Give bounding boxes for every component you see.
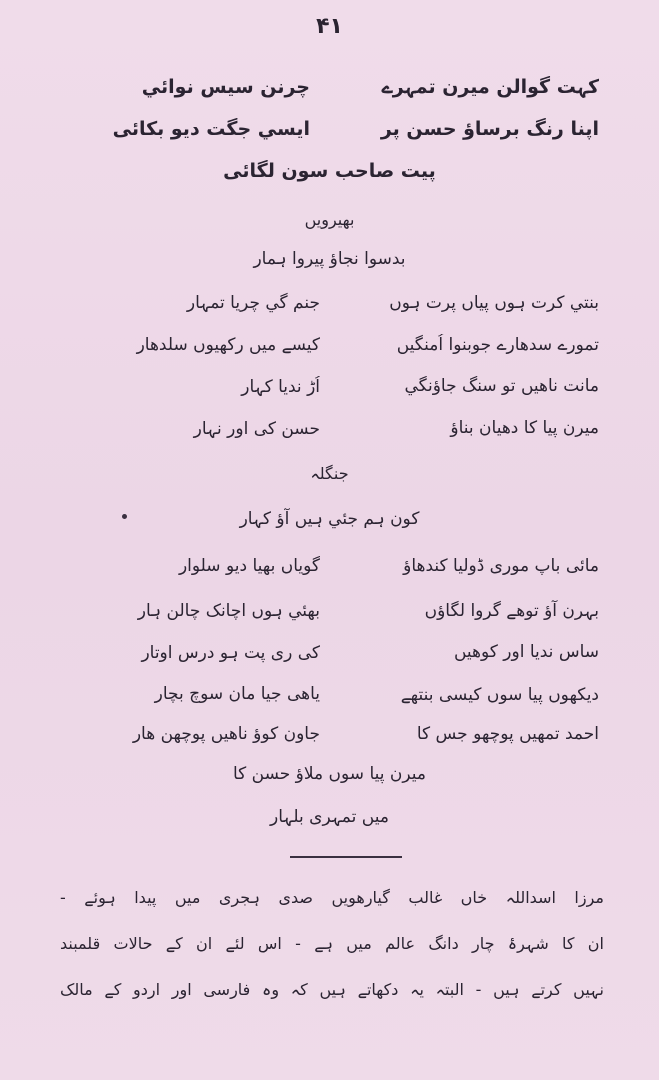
jangla-couplet-2-a: بھئي ہوں اچانک چالن ہار — [137, 601, 320, 621]
jangla-couplet-1-a: گویاں بھیا دیو سلوار — [178, 556, 320, 576]
jangla-closing-1: میرن پیا سوں ملاؤ حسن کا — [232, 764, 427, 784]
bhairavi-opening: بدسوا نجاؤ پیروا ہمار — [253, 249, 406, 269]
intro-line-2-right: اپنا رنگ برساؤ حسن پر — [380, 118, 599, 140]
jangla-couplet-5-b: احمد تمهیں پوچھو جس کا — [416, 724, 599, 744]
bhairavi-couplet-3-b: مانت ناهیں تو سنگ جاؤنگي — [404, 376, 599, 396]
bhairavi-couplet-3-a: اُڑ ندیا کہار — [241, 377, 320, 397]
intro-line-2-left: ایسي جگت دیو بکائی — [112, 118, 310, 140]
footnote-line-3: نہیں کرتے ہیں - البتہ یہ دکھاتے ہیں کہ وہ فارسی اور اردو کے مالک — [60, 980, 604, 999]
bhairavi-couplet-4-b: میرن پیا کا دھیان بناؤ — [450, 418, 599, 438]
footnote-line-2: ان کا شہرۂ چار دانگ عالم میں ہے - اس لئے ان کے حالات قلمبند — [60, 934, 604, 953]
jangla-couplet-3-b: ساس ندیا اور کوهیں — [453, 642, 599, 662]
intro-line-1-left: چرنن سیس نوائي — [141, 76, 310, 98]
jangla-couplet-1-b: مائی باپ موری ڈولیا کندھاؤ — [403, 556, 599, 576]
jangla-couplet-2-b: بہرن آؤ توهے گروا لگاؤں — [424, 601, 599, 621]
footnote-line-1: مرزا اسداللہ خاں غالب گیارھویں صدی ہجری میں پیدا ہوئے - — [60, 888, 604, 907]
bhairavi-couplet-1-a: جنم گي چریا تمہار — [186, 293, 320, 313]
section-title-bhairavi: بھیرویں — [304, 210, 355, 229]
jangla-opening: کون ہم جئي ہیں آؤ کہار — [239, 509, 420, 529]
jangla-couplet-4-a: یاهی جیا مان سوچ بچار — [154, 684, 320, 704]
bhairavi-couplet-2-a: کیسے میں رکھیوں سلدھار — [136, 335, 320, 355]
intro-line-1-right: کہت گوالن میرن تمہرے — [381, 76, 599, 98]
jangla-closing-2: میں تمہری بلہار — [270, 807, 389, 827]
section-divider — [290, 856, 402, 858]
bhairavi-couplet-2-b: تمورے سدھارے جوبنوا اُمنگیں — [396, 335, 599, 355]
section-title-jangla: جنگلہ — [310, 464, 349, 483]
jangla-couplet-3-a: کی ری پت ہو درس اوتار — [141, 643, 320, 663]
page-number: ۴۱ — [316, 14, 343, 39]
bhairavi-couplet-4-a: حسن کی اور نہار — [193, 419, 320, 439]
jangla-couplet-5-a: جاون کوؤ ناهیں پوچھن هار — [132, 724, 320, 744]
bhairavi-couplet-1-b: بنتي کرت ہوں پیاں پرت ہوں — [389, 293, 599, 313]
jangla-couplet-4-b: دیکھوں پیا سوں کیسی بنتھے — [400, 685, 599, 705]
intro-line-3: پیت صاحب سون لگائی — [223, 160, 436, 182]
